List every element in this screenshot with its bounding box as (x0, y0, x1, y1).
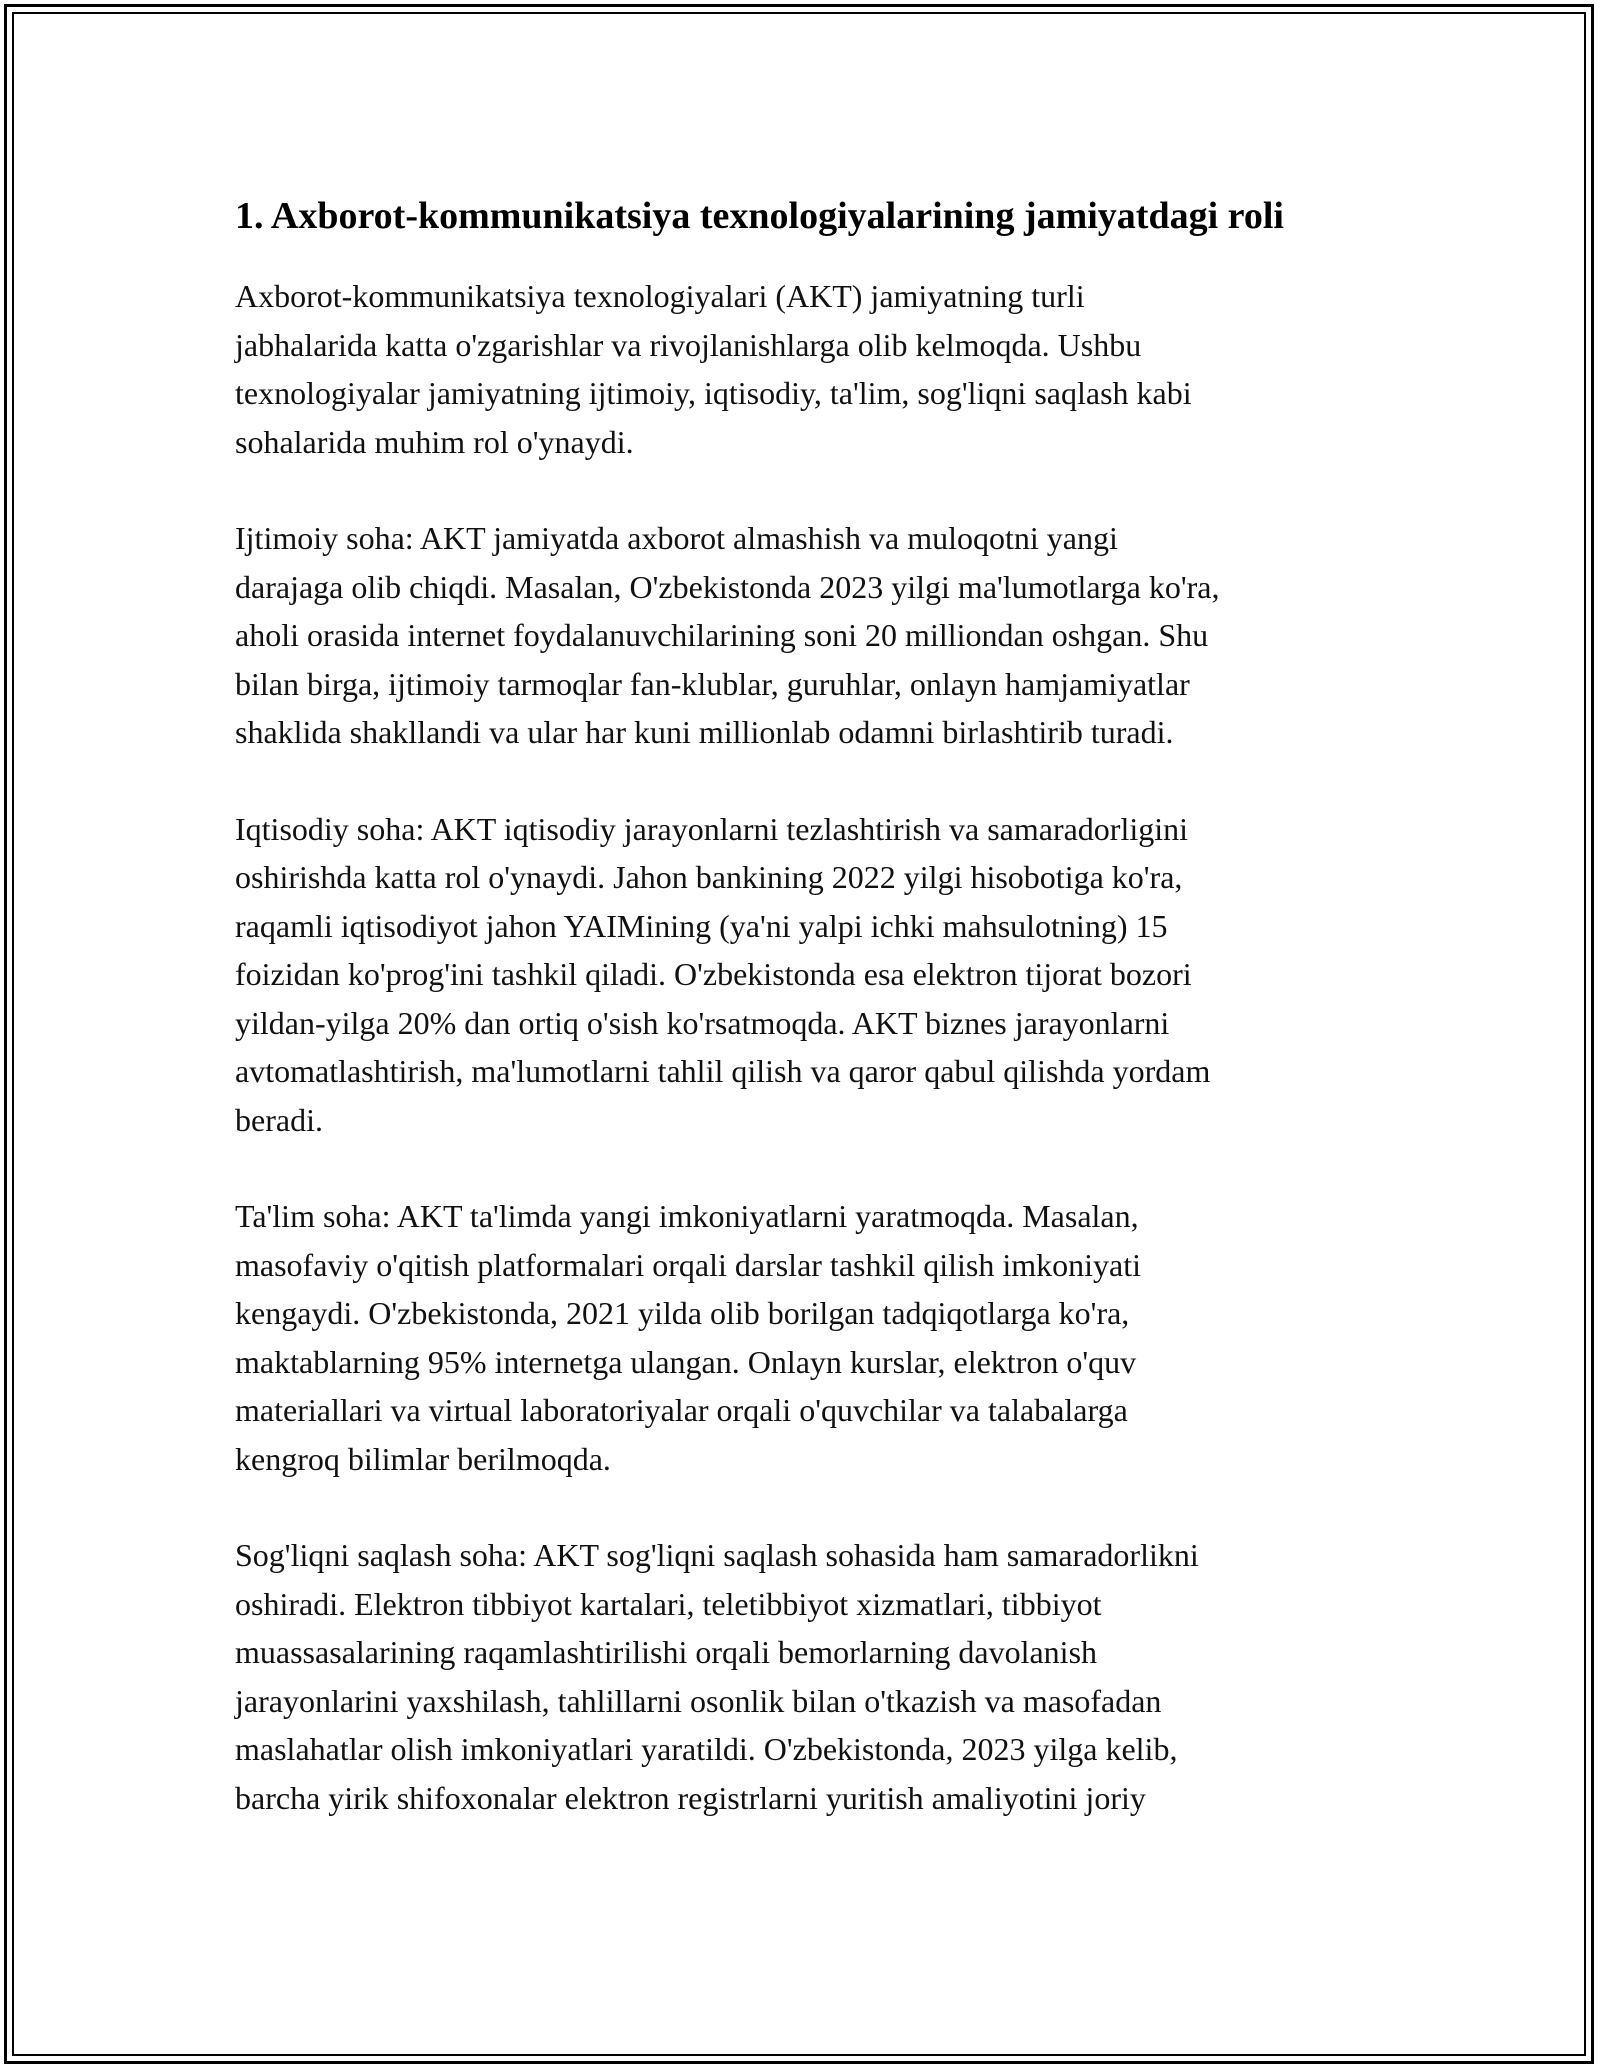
paragraph-intro: Axborot-kommunikatsiya texnologiyalari (AKT) jamiyatning turli jabhalarida katta o'zgarishlar va rivojlanishlarga olib kelmoqda. Ushbu texnologiyalar jamiyatning ijtimoiy, iqtisodiy, ta'lim, sog'liqni saqlash kabi sohalarida muhim rol o'ynaydi. (235, 278, 1192, 460)
paragraph-economic: Iqtisodiy soha: AKT iqtisodiy jarayonlarni tezlashtirish va samaradorligini oshirishda katta rol o'ynaydi. Jahon bankining 2022 yilgi hisobotiga ko'ra, raqamli iqtisodiyot jahon YAIMining (ya'ni yalpi ichki mahsulotning) 15 foizidan ko'prog'ini tashkil qiladi. O'zbekistonda esa elektron tijorat bozori yildan-yilga 20% dan ortiq o'sish ko'rsatmoqda. AKT biznes jarayonlarni avtomatlashtirish, ma'lumotlarni tahlil qilish va qaror qabul qilishda yordam beradi. (235, 810, 1211, 1138)
section-title: 1. Axborot-kommunikatsiya texnologiyalarining jamiyatdagi roli (235, 195, 1284, 237)
document-page (235, 188, 1375, 1870)
paragraph-healthcare: Sog'liqni saqlash soha: AKT sog'liqni saqlash sohasida ham samaradorlikni oshiradi. Elektron tibbiyot kartalari, teletibbiyot xizmatlari, tibbiyot muassasalarining raqamlashtirilishi orqali bemorlarning davolanish jarayonlarini yaxshilash, tahlillarni osonlik bilan o'tkazish va masofadan maslahatlar olish imkoniyatlari yaratildi. O'zbekistonda, 2023 yilga kelib, barcha yirik shifoxonalar elektron registrlarni yuritish amaliyotini joriy (235, 1537, 1199, 1816)
paragraph-education: Ta'lim soha: AKT ta'limda yangi imkoniyatlarni yaratmoqda. Masalan, masofaviy o'qitish platformalari orqali darslar tashkil qilish imkoniyati kengaydi. O'zbekistonda, 2021 yilda olib borilgan tadqiqotlarga ko'ra, maktablarning 95% internetga ulangan. Onlayn kurslar, elektron o'quv materiallari va virtual laboratoriyalar orqali o'quvchilar va talabalarga kengroq bilimlar berilmoqda. (235, 1198, 1142, 1477)
paragraph-social: Ijtimoiy soha: AKT jamiyatda axborot almashish va muloqotni yangi darajaga olib chiqdi. Masalan, O'zbekistonda 2023 yilgi ma'lumotlarga ko'ra, aholi orasida internet foydalanuvchilarining soni 20 milliondan oshgan. Shu bilan birga, ijtimoiy tarmoqlar fan-klublar, guruhlar, onlayn hamjamiyatlar shaklida shakllandi va ular har kuni millionlab odamni birlashtirib turadi. (235, 520, 1220, 750)
